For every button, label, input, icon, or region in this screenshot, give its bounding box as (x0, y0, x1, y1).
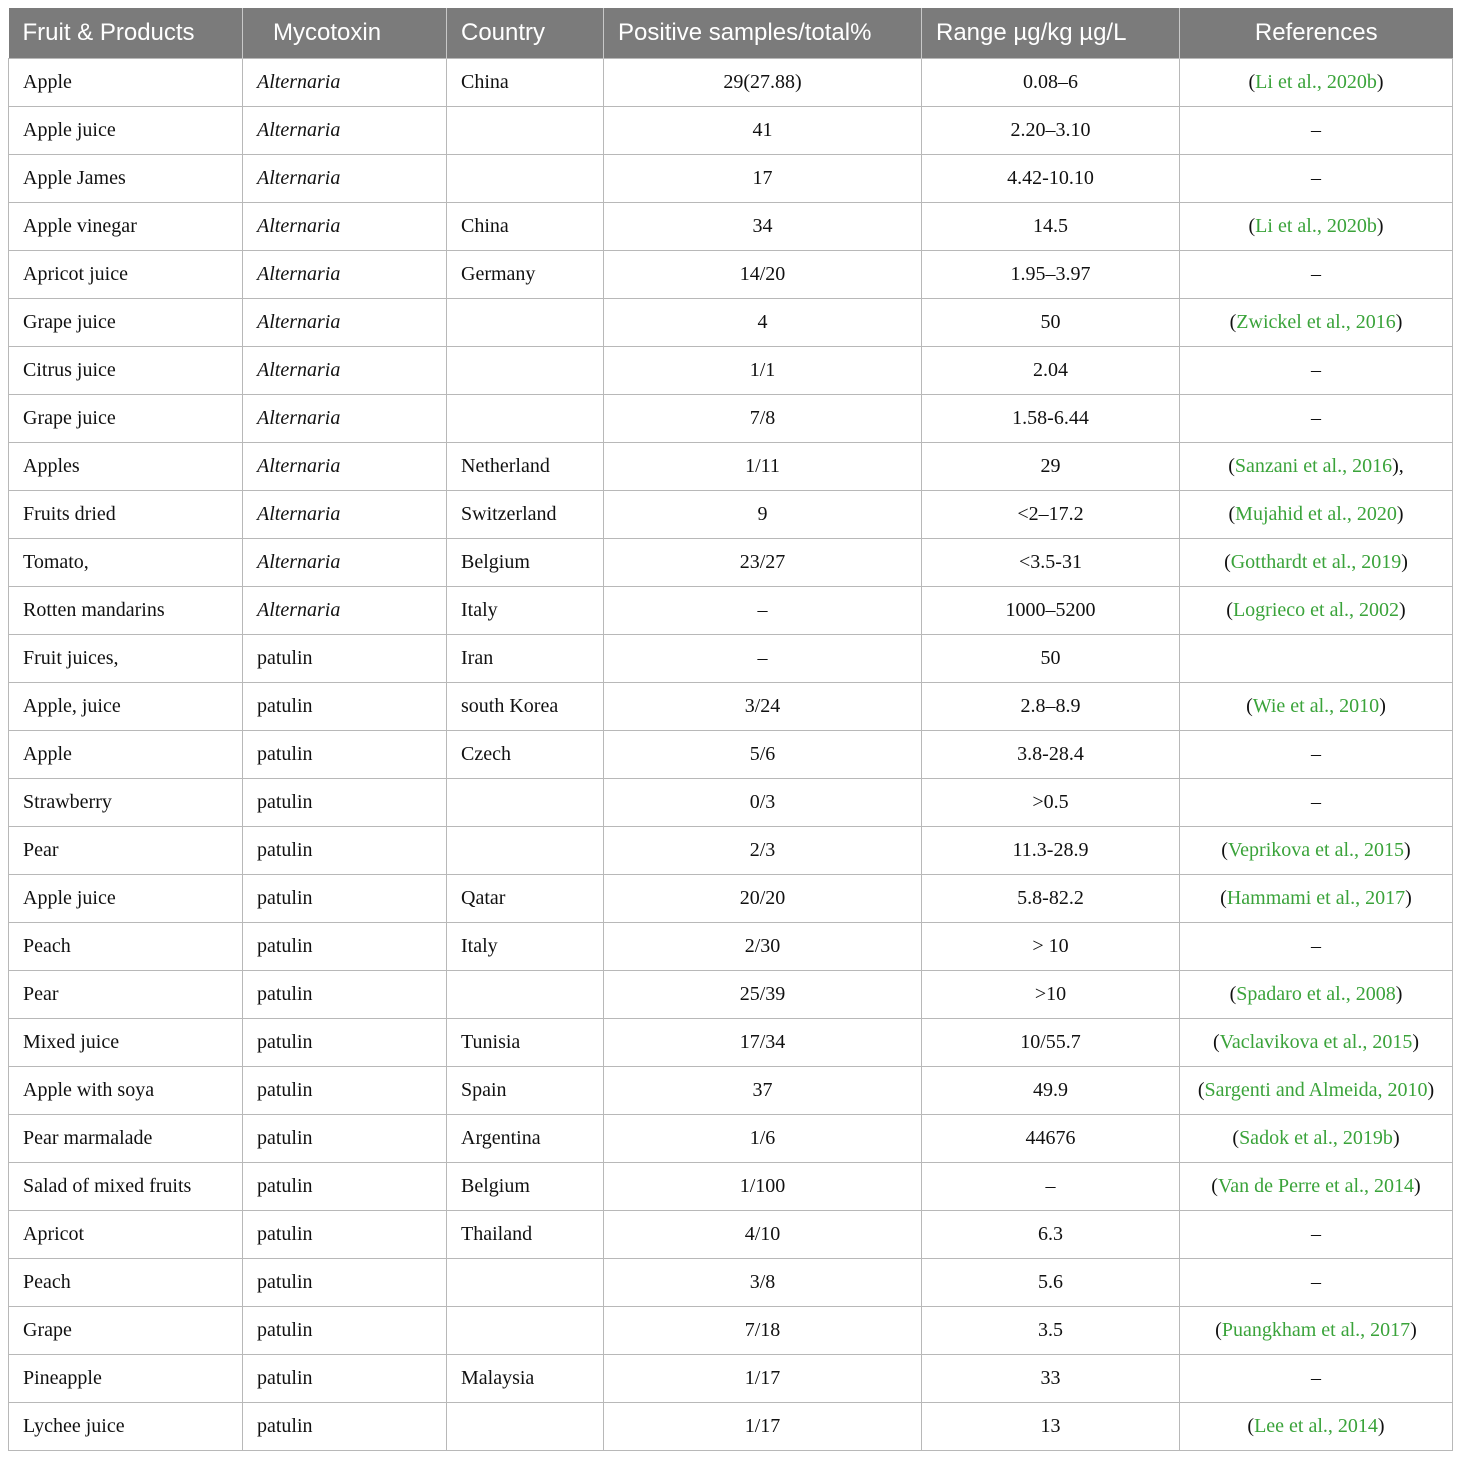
cell-country (447, 107, 604, 155)
cell-mycotoxin: Alternaria (243, 539, 447, 587)
reference-link[interactable]: Sadok et al., 2019b (1239, 1127, 1393, 1149)
reference-citation: (Van de Perre et al., 2014) (1211, 1175, 1421, 1197)
table-row (9, 347, 1453, 395)
cell-country: Tunisia (447, 1019, 604, 1067)
cell-product: Mixed juice (9, 1019, 243, 1067)
reference-link[interactable]: Li et al., 2020b (1255, 215, 1377, 237)
cell-country: Italy (447, 923, 604, 971)
cell-country: south Korea (447, 683, 604, 731)
cell-reference (1180, 827, 1453, 875)
cell-mycotoxin: Alternaria (243, 107, 447, 155)
cell-positive-samples: 4 (604, 299, 922, 347)
cell-reference (1180, 443, 1453, 491)
cell-country (447, 1259, 604, 1307)
reference-citation: (Veprikova et al., 2015) (1221, 839, 1411, 861)
reference-citation: (Sanzani et al., 2016), (1228, 455, 1404, 477)
cell-product: Apple, juice (9, 683, 243, 731)
cell-product: Citrus juice (9, 347, 243, 395)
table-row (9, 587, 1453, 635)
reference-link[interactable]: Mujahid et al., 2020 (1235, 503, 1397, 525)
table-row (9, 443, 1453, 491)
table-header (9, 8, 1453, 59)
cell-product: Apricot (9, 1211, 243, 1259)
cell-reference (1180, 1163, 1453, 1211)
cell-positive-samples: 37 (604, 1067, 922, 1115)
cell-country (447, 1307, 604, 1355)
mycotoxin-table-container (8, 8, 1452, 1451)
cell-country: Italy (447, 587, 604, 635)
cell-range: 3.8-28.4 (922, 731, 1180, 779)
cell-positive-samples: 7/8 (604, 395, 922, 443)
cell-reference (1180, 203, 1453, 251)
cell-positive-samples: 9 (604, 491, 922, 539)
cell-reference: – (1180, 1259, 1453, 1307)
cell-product: Grape (9, 1307, 243, 1355)
cell-mycotoxin: Alternaria (243, 587, 447, 635)
cell-product: Apple vinegar (9, 203, 243, 251)
cell-product: Apple with soya (9, 1067, 243, 1115)
table-row (9, 875, 1453, 923)
cell-reference (1180, 1115, 1453, 1163)
cell-country: Argentina (447, 1115, 604, 1163)
table-body (9, 59, 1453, 1451)
cell-range: 14.5 (922, 203, 1180, 251)
cell-mycotoxin: patulin (243, 1067, 447, 1115)
cell-country: Belgium (447, 539, 604, 587)
reference-suffix: , (1398, 455, 1404, 477)
cell-mycotoxin: patulin (243, 779, 447, 827)
table-row (9, 923, 1453, 971)
cell-positive-samples: 3/8 (604, 1259, 922, 1307)
cell-mycotoxin: patulin (243, 971, 447, 1019)
cell-mycotoxin: patulin (243, 1307, 447, 1355)
reference-link[interactable]: Veprikova et al., 2015 (1227, 839, 1405, 861)
header-row (9, 8, 1453, 59)
reference-citation: (Spadaro et al., 2008) (1229, 983, 1403, 1005)
cell-reference (1180, 971, 1453, 1019)
reference-link[interactable]: Hammami et al., 2017 (1226, 887, 1406, 909)
cell-range: >10 (922, 971, 1180, 1019)
cell-positive-samples: 1/1 (604, 347, 922, 395)
table-row (9, 1403, 1453, 1451)
cell-positive-samples: – (604, 635, 922, 683)
reference-link[interactable]: Wie et al., 2010 (1252, 695, 1380, 717)
cell-country: Belgium (447, 1163, 604, 1211)
cell-range: 1.95–3.97 (922, 251, 1180, 299)
cell-positive-samples: 1/11 (604, 443, 922, 491)
reference-citation: (Sadok et al., 2019b) (1232, 1127, 1400, 1149)
cell-positive-samples: 4/10 (604, 1211, 922, 1259)
cell-product: Tomato, (9, 539, 243, 587)
cell-positive-samples: 0/3 (604, 779, 922, 827)
cell-country (447, 779, 604, 827)
reference-citation: (Logrieco et al., 2002) (1226, 599, 1406, 621)
cell-positive-samples: – (604, 587, 922, 635)
cell-reference (1180, 875, 1453, 923)
cell-reference (1180, 683, 1453, 731)
cell-product: Apple (9, 59, 243, 107)
cell-country (447, 827, 604, 875)
cell-positive-samples: 20/20 (604, 875, 922, 923)
header-mycotoxin: Mycotoxin (243, 8, 447, 59)
cell-country: Malaysia (447, 1355, 604, 1403)
cell-reference (1180, 539, 1453, 587)
header-fruit-products: Fruit & Products (9, 8, 243, 59)
cell-mycotoxin: patulin (243, 683, 447, 731)
table-row (9, 1067, 1453, 1115)
cell-mycotoxin: Alternaria (243, 59, 447, 107)
cell-range: 44676 (922, 1115, 1180, 1163)
cell-product: Fruits dried (9, 491, 243, 539)
cell-mycotoxin: Alternaria (243, 299, 447, 347)
cell-reference (1180, 59, 1453, 107)
cell-product: Strawberry (9, 779, 243, 827)
cell-reference: – (1180, 1355, 1453, 1403)
cell-product: Pear (9, 971, 243, 1019)
table-row (9, 1115, 1453, 1163)
cell-reference: – (1180, 395, 1453, 443)
cell-mycotoxin: patulin (243, 1355, 447, 1403)
table-row (9, 299, 1453, 347)
cell-product: Lychee juice (9, 1403, 243, 1451)
cell-reference (1180, 1307, 1453, 1355)
cell-positive-samples: 1/100 (604, 1163, 922, 1211)
cell-range: 2.04 (922, 347, 1180, 395)
cell-country: China (447, 203, 604, 251)
cell-range: 10/55.7 (922, 1019, 1180, 1067)
table-row (9, 251, 1453, 299)
cell-country: Spain (447, 1067, 604, 1115)
cell-positive-samples: 25/39 (604, 971, 922, 1019)
table-row (9, 395, 1453, 443)
reference-link[interactable]: Sargenti and Almeida, 2010 (1204, 1079, 1428, 1101)
reference-link[interactable]: Puangkham et al., 2017 (1221, 1319, 1411, 1341)
cell-range: >0.5 (922, 779, 1180, 827)
cell-mycotoxin: patulin (243, 1403, 447, 1451)
reference-citation: (Sargenti and Almeida, 2010) (1197, 1079, 1435, 1101)
cell-country: China (447, 59, 604, 107)
cell-mycotoxin: Alternaria (243, 251, 447, 299)
cell-range: 1000–5200 (922, 587, 1180, 635)
table-row (9, 827, 1453, 875)
reference-citation: (Li et al., 2020b) (1248, 215, 1384, 237)
reference-citation: (Lee et al., 2014) (1247, 1415, 1385, 1437)
reference-citation: (Mujahid et al., 2020) (1228, 503, 1404, 525)
reference-link[interactable]: Li et al., 2020b (1255, 71, 1377, 93)
cell-range: 29 (922, 443, 1180, 491)
cell-positive-samples: 5/6 (604, 731, 922, 779)
cell-range: 0.08–6 (922, 59, 1180, 107)
cell-range: 6.3 (922, 1211, 1180, 1259)
reference-link[interactable]: Logrieco et al., 2002 (1232, 599, 1400, 621)
reference-link[interactable]: Lee et al., 2014 (1254, 1415, 1378, 1437)
table-row (9, 59, 1453, 107)
cell-mycotoxin: Alternaria (243, 155, 447, 203)
cell-range: <2–17.2 (922, 491, 1180, 539)
cell-range: 5.8-82.2 (922, 875, 1180, 923)
table-row (9, 491, 1453, 539)
table-row (9, 1163, 1453, 1211)
table-row (9, 1211, 1453, 1259)
cell-positive-samples: 29(27.88) (604, 59, 922, 107)
cell-range: 33 (922, 1355, 1180, 1403)
cell-mycotoxin: patulin (243, 731, 447, 779)
reference-link[interactable]: Gotthardt et al., 2019 (1230, 551, 1402, 573)
table-row (9, 1307, 1453, 1355)
header-country: Country (447, 8, 604, 59)
cell-product: Grape juice (9, 395, 243, 443)
table-row (9, 1259, 1453, 1307)
cell-positive-samples: 7/18 (604, 1307, 922, 1355)
cell-range: 5.6 (922, 1259, 1180, 1307)
cell-product: Apple juice (9, 107, 243, 155)
cell-product: Apples (9, 443, 243, 491)
cell-reference: – (1180, 107, 1453, 155)
cell-product: Peach (9, 923, 243, 971)
cell-reference (1180, 1019, 1453, 1067)
table-row (9, 1019, 1453, 1067)
cell-product: Peach (9, 1259, 243, 1307)
cell-product: Apricot juice (9, 251, 243, 299)
cell-range: 3.5 (922, 1307, 1180, 1355)
cell-mycotoxin: patulin (243, 875, 447, 923)
reference-link[interactable]: Sanzani et al., 2016 (1234, 455, 1393, 477)
cell-reference: – (1180, 251, 1453, 299)
cell-positive-samples: 34 (604, 203, 922, 251)
cell-mycotoxin: patulin (243, 827, 447, 875)
table-row (9, 539, 1453, 587)
cell-positive-samples: 17 (604, 155, 922, 203)
cell-positive-samples: 1/17 (604, 1355, 922, 1403)
cell-product: Pear marmalade (9, 1115, 243, 1163)
cell-mycotoxin: Alternaria (243, 203, 447, 251)
cell-positive-samples: 2/3 (604, 827, 922, 875)
table-row (9, 107, 1453, 155)
cell-mycotoxin: patulin (243, 1211, 447, 1259)
cell-product: Apple juice (9, 875, 243, 923)
cell-range: 1.58-6.44 (922, 395, 1180, 443)
cell-reference (1180, 1403, 1453, 1451)
cell-country (447, 971, 604, 1019)
cell-product: Pear (9, 827, 243, 875)
reference-link[interactable]: Spadaro et al., 2008 (1236, 983, 1396, 1005)
cell-product: Pineapple (9, 1355, 243, 1403)
cell-reference: – (1180, 347, 1453, 395)
cell-mycotoxin: Alternaria (243, 347, 447, 395)
cell-country: Iran (447, 635, 604, 683)
header-references: References (1180, 8, 1453, 59)
cell-range: 49.9 (922, 1067, 1180, 1115)
cell-country: Germany (447, 251, 604, 299)
reference-citation: (Hammami et al., 2017) (1220, 887, 1412, 909)
mycotoxin-table (8, 8, 1453, 1451)
reference-citation: (Gotthardt et al., 2019) (1224, 551, 1408, 573)
reference-citation: (Wie et al., 2010) (1246, 695, 1386, 717)
cell-reference: – (1180, 155, 1453, 203)
cell-country: Netherland (447, 443, 604, 491)
cell-country: Switzerland (447, 491, 604, 539)
cell-country (447, 155, 604, 203)
cell-range: 50 (922, 635, 1180, 683)
cell-range: 2.20–3.10 (922, 107, 1180, 155)
reference-link[interactable]: Vaclavikova et al., 2015 (1219, 1031, 1413, 1053)
table-row (9, 971, 1453, 1019)
cell-reference: – (1180, 779, 1453, 827)
table-row (9, 203, 1453, 251)
cell-positive-samples: 3/24 (604, 683, 922, 731)
reference-citation: (Li et al., 2020b) (1248, 71, 1384, 93)
table-row (9, 731, 1453, 779)
cell-product: Apple (9, 731, 243, 779)
cell-country (447, 299, 604, 347)
table-row (9, 635, 1453, 683)
cell-reference (1180, 491, 1453, 539)
cell-mycotoxin: Alternaria (243, 491, 447, 539)
cell-reference: – (1180, 731, 1453, 779)
cell-mycotoxin: patulin (243, 1019, 447, 1067)
cell-range: 13 (922, 1403, 1180, 1451)
cell-positive-samples: 41 (604, 107, 922, 155)
cell-range: <3.5-31 (922, 539, 1180, 587)
cell-country (447, 1403, 604, 1451)
table-row (9, 1355, 1453, 1403)
cell-mycotoxin: patulin (243, 1259, 447, 1307)
cell-range: 2.8–8.9 (922, 683, 1180, 731)
cell-country: Qatar (447, 875, 604, 923)
cell-mycotoxin: patulin (243, 1163, 447, 1211)
cell-mycotoxin: patulin (243, 1115, 447, 1163)
reference-citation: (Zwickel et al., 2016) (1229, 311, 1403, 333)
cell-product: Salad of mixed fruits (9, 1163, 243, 1211)
header-range: Range µg/kg µg/L (922, 8, 1180, 59)
cell-mycotoxin: patulin (243, 923, 447, 971)
cell-reference: – (1180, 1211, 1453, 1259)
reference-link[interactable]: Zwickel et al., 2016 (1236, 311, 1396, 333)
cell-positive-samples: 1/17 (604, 1403, 922, 1451)
cell-reference: – (1180, 923, 1453, 971)
table-row (9, 779, 1453, 827)
header-positive-samples: Positive samples/total% (604, 8, 922, 59)
cell-range: > 10 (922, 923, 1180, 971)
cell-positive-samples: 1/6 (604, 1115, 922, 1163)
cell-product: Rotten mandarins (9, 587, 243, 635)
cell-reference (1180, 299, 1453, 347)
cell-product: Fruit juices, (9, 635, 243, 683)
table-row (9, 155, 1453, 203)
cell-positive-samples: 14/20 (604, 251, 922, 299)
cell-positive-samples: 23/27 (604, 539, 922, 587)
cell-range: 4.42-10.10 (922, 155, 1180, 203)
cell-product: Grape juice (9, 299, 243, 347)
cell-mycotoxin: patulin (243, 635, 447, 683)
cell-positive-samples: 2/30 (604, 923, 922, 971)
cell-reference (1180, 1067, 1453, 1115)
cell-country (447, 395, 604, 443)
reference-citation: (Vaclavikova et al., 2015) (1212, 1031, 1420, 1053)
cell-mycotoxin: Alternaria (243, 395, 447, 443)
reference-link[interactable]: Van de Perre et al., 2014 (1217, 1175, 1415, 1197)
table-row (9, 683, 1453, 731)
cell-range: – (922, 1163, 1180, 1211)
cell-mycotoxin: Alternaria (243, 443, 447, 491)
cell-range: 11.3-28.9 (922, 827, 1180, 875)
cell-reference (1180, 635, 1453, 683)
reference-citation: (Puangkham et al., 2017) (1215, 1319, 1417, 1341)
cell-country: Thailand (447, 1211, 604, 1259)
cell-country: Czech (447, 731, 604, 779)
cell-country (447, 347, 604, 395)
cell-range: 50 (922, 299, 1180, 347)
cell-positive-samples: 17/34 (604, 1019, 922, 1067)
cell-product: Apple James (9, 155, 243, 203)
cell-reference (1180, 587, 1453, 635)
